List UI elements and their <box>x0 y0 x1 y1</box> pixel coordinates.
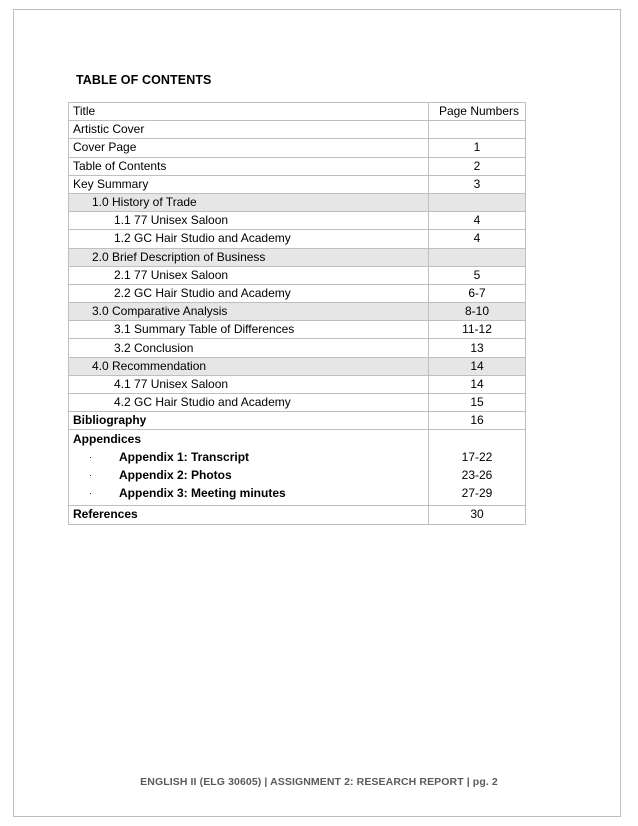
appendix-pages: 23-26 <box>461 468 493 483</box>
row-pages <box>429 193 526 211</box>
appendix-title: Appendix 2: Photos <box>119 468 232 483</box>
row-title: Table of Contents <box>69 157 429 175</box>
row-pages <box>429 248 526 266</box>
appendices-title: Appendices <box>73 432 142 447</box>
row-pages: 14 <box>429 375 526 393</box>
row-pages: 15 <box>429 394 526 412</box>
table-row <box>69 175 526 193</box>
appendices-cell <box>69 430 429 506</box>
row-pages: 16 <box>429 412 526 430</box>
row-title: 2.1 77 Unisex Saloon <box>69 266 429 284</box>
row-title: 1.0 History of Trade <box>69 193 429 211</box>
row-title: 1.2 GC Hair Studio and Academy <box>69 230 429 248</box>
appendix-item <box>73 485 424 503</box>
row-pages: 1 <box>429 139 526 157</box>
table-row <box>69 339 526 357</box>
row-title: 2.0 Brief Description of Business <box>69 248 429 266</box>
table-row-appendices <box>69 430 526 506</box>
row-title: 1.1 77 Unisex Saloon <box>69 212 429 230</box>
row-title: 3.0 Comparative Analysis <box>69 303 429 321</box>
table-row <box>69 412 526 430</box>
table-row <box>69 139 526 157</box>
row-pages: 13 <box>429 339 526 357</box>
table-row-section <box>69 248 526 266</box>
row-pages: 2 <box>429 157 526 175</box>
table-row-section <box>69 357 526 375</box>
row-title: 4.0 Recommendation <box>69 357 429 375</box>
appendix-title: Appendix 3: Meeting minutes <box>119 486 286 501</box>
row-title: 4.1 77 Unisex Saloon <box>69 375 429 393</box>
appendix-item <box>73 467 424 485</box>
row-title: Artistic Cover <box>69 121 429 139</box>
appendices-pages-blank <box>433 431 521 449</box>
appendix-pages: 27-29 <box>461 486 493 501</box>
bullet-icon: · <box>89 470 92 481</box>
row-pages: 6-7 <box>429 284 526 302</box>
header-title: Title <box>69 103 429 121</box>
appendix-title: Appendix 1: Transcript <box>119 450 250 465</box>
row-pages: 3 <box>429 175 526 193</box>
table-row <box>69 266 526 284</box>
table-row <box>69 321 526 339</box>
row-pages: 5 <box>429 266 526 284</box>
row-title: 3.1 Summary Table of Differences <box>69 321 429 339</box>
row-title: Cover Page <box>69 139 429 157</box>
appendix-item <box>73 449 424 467</box>
appendices-pages <box>429 430 526 506</box>
table-row <box>69 212 526 230</box>
row-pages: 14 <box>429 357 526 375</box>
table-row <box>69 394 526 412</box>
table-row <box>69 506 526 524</box>
table-row <box>69 284 526 302</box>
row-pages: 11-12 <box>429 321 526 339</box>
appendix-pages: 17-22 <box>461 450 493 465</box>
row-title: 3.2 Conclusion <box>69 339 429 357</box>
header-page-numbers: Page Numbers <box>429 103 526 121</box>
table-row <box>69 157 526 175</box>
toc-table <box>68 102 526 525</box>
row-pages: 4 <box>429 212 526 230</box>
table-row-section <box>69 193 526 211</box>
row-pages: 4 <box>429 230 526 248</box>
row-title: Key Summary <box>69 175 429 193</box>
table-header-row <box>69 103 526 121</box>
row-pages: 30 <box>429 506 526 524</box>
table-row <box>69 121 526 139</box>
row-title: 2.2 GC Hair Studio and Academy <box>69 284 429 302</box>
row-title: References <box>69 506 429 524</box>
table-row <box>69 375 526 393</box>
bullet-icon: · <box>89 452 92 463</box>
toc-heading: TABLE OF CONTENTS <box>76 73 212 87</box>
row-pages: 8-10 <box>429 303 526 321</box>
row-pages <box>429 121 526 139</box>
table-row-section <box>69 303 526 321</box>
bullet-icon: · <box>89 488 92 499</box>
table-row <box>69 230 526 248</box>
row-title: Bibliography <box>69 412 429 430</box>
row-title: 4.2 GC Hair Studio and Academy <box>69 394 429 412</box>
page-footer: ENGLISH II (ELG 30605) | ASSIGNMENT 2: RESEARCH REPORT | pg. 2 <box>140 776 498 788</box>
